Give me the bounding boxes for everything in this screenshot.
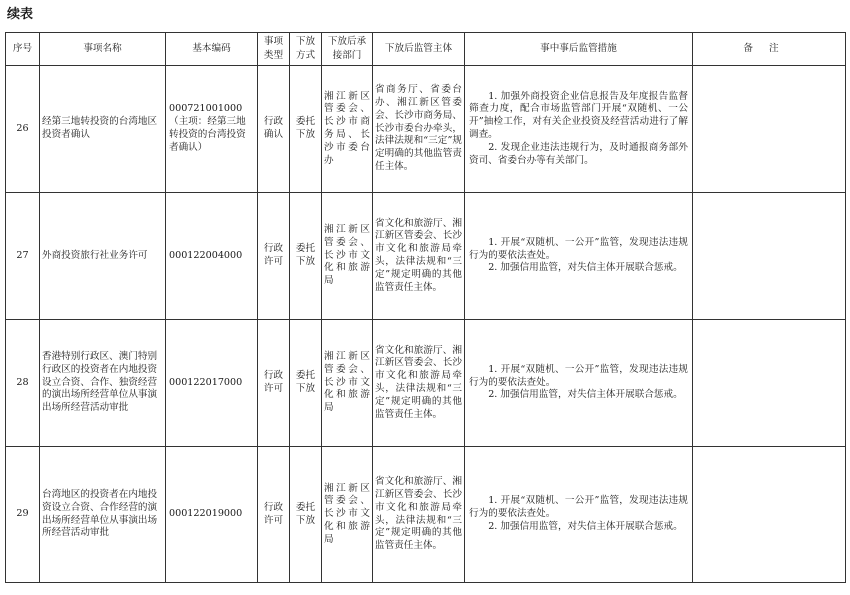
- row-method: 委托下放: [290, 66, 322, 193]
- row-no: 27: [6, 193, 40, 320]
- measure-item: 1. 加强外商投资企业信息报告及年度报告监督筛查力度，配合市场监管部门开展“双随机、一公开”抽检工作，对有关企业投资及经营活动进行了解调查。: [469, 90, 688, 140]
- row-type: 行政许可: [258, 193, 290, 320]
- header-no: 序号: [6, 33, 40, 66]
- row-no: 26: [6, 66, 40, 193]
- header-name: 事项名称: [40, 33, 166, 66]
- row-code: 000122019000: [166, 447, 258, 583]
- row-method: 委托下放: [290, 320, 322, 447]
- row-main: 省商务厅、省委台办、湘江新区管委会、长沙市商务局、长沙市委台办牵头，法律法规和“三定”规定明确的其他监管责任主体。: [373, 66, 465, 193]
- row-type: 行政许可: [258, 447, 290, 583]
- row-main: 省文化和旅游厅、湘江新区管委会、长沙市文化和旅游局牵头，法律法规和“三定”规定明确的其他监管责任主体。: [373, 320, 465, 447]
- row-main: 省文化和旅游厅、湘江新区管委会、长沙市文化和旅游局牵头，法律法规和“三定”规定明确的其他监管责任主体。: [373, 447, 465, 583]
- header-code: 基本编码: [166, 33, 258, 66]
- header-main: 下放后监管主体: [373, 33, 465, 66]
- header-row: [6, 33, 846, 66]
- table-row: [6, 447, 846, 583]
- row-name: 经第三地转投资的台湾地区投资者确认: [40, 66, 166, 193]
- measure-item: 1. 开展“双随机、一公开”监管，发现违法违规行为的要依法查处。: [469, 236, 688, 261]
- row-measures: [465, 193, 693, 320]
- measure-item: 2. 加强信用监管，对失信主体开展联合惩戒。: [488, 389, 683, 401]
- row-remark: [693, 193, 846, 320]
- row-remark: [693, 66, 846, 193]
- row-name: 台湾地区的投资者在内地投资设立合资、合作经营的演出场所经营单位从事演出场所经营活动审批: [40, 447, 166, 583]
- row-measures: [465, 66, 693, 193]
- row-name: 外商投资旅行社业务许可: [40, 193, 166, 320]
- row-dept: 湘江新区管委会、长沙市文化和旅游局: [322, 193, 373, 320]
- row-type: 行政确认: [258, 66, 290, 193]
- row-main: 省文化和旅游厅、湘江新区管委会、长沙市文化和旅游局牵头，法律法规和“三定”规定明确的其他监管责任主体。: [373, 193, 465, 320]
- row-dept: 湘江新区管委会、长沙市文化和旅游局: [322, 320, 373, 447]
- row-code: 000122017000: [166, 320, 258, 447]
- measure-item: 2. 加强信用监管，对失信主体开展联合惩戒。: [488, 262, 683, 274]
- table-caption: 续表: [7, 7, 34, 22]
- row-type: 行政许可: [258, 320, 290, 447]
- row-method: 委托下放: [290, 193, 322, 320]
- row-dept: 湘江新区管委会、长沙市文化和旅游局: [322, 447, 373, 583]
- header-dept: 下放后承接部门: [322, 33, 373, 66]
- row-no: 29: [6, 447, 40, 583]
- measure-item: 1. 开展“双随机、一公开”监管，发现违法违规行为的要依法查处。: [469, 363, 688, 388]
- row-measures: [465, 447, 693, 583]
- table-row: [6, 320, 846, 447]
- row-method: 委托下放: [290, 447, 322, 583]
- row-remark: [693, 447, 846, 583]
- measure-item: 1. 开展“双随机、一公开”监管，发现违法违规行为的要依法查处。: [469, 495, 688, 520]
- supervision-table: [5, 32, 846, 583]
- header-type: 事项类型: [258, 33, 290, 66]
- header-method: 下放方式: [290, 33, 322, 66]
- row-remark: [693, 320, 846, 447]
- row-measures: [465, 320, 693, 447]
- header-measures: 事中事后监管措施: [465, 33, 693, 66]
- row-code: 000721001000（主项：经第三地转投资的台湾投资者确认）: [166, 66, 258, 193]
- measure-item: 2. 加强信用监管，对失信主体开展联合惩戒。: [488, 520, 683, 532]
- measure-item: 2. 发现企业违法违规行为，及时通报商务部外资司、省委台办等有关部门。: [469, 141, 688, 166]
- header-remark: 备注: [693, 33, 846, 66]
- row-code: 000122004000: [166, 193, 258, 320]
- row-no: 28: [6, 320, 40, 447]
- table-row: [6, 193, 846, 320]
- row-name: 香港特别行政区、澳门特别行政区的投资者在内地投资设立合资、合作、独资经营的演出场所经营单位从事演出场所经营活动审批: [40, 320, 166, 447]
- table-row: [6, 66, 846, 193]
- row-dept: 湘江新区管委会、长沙市商务局、长沙市委台办: [322, 66, 373, 193]
